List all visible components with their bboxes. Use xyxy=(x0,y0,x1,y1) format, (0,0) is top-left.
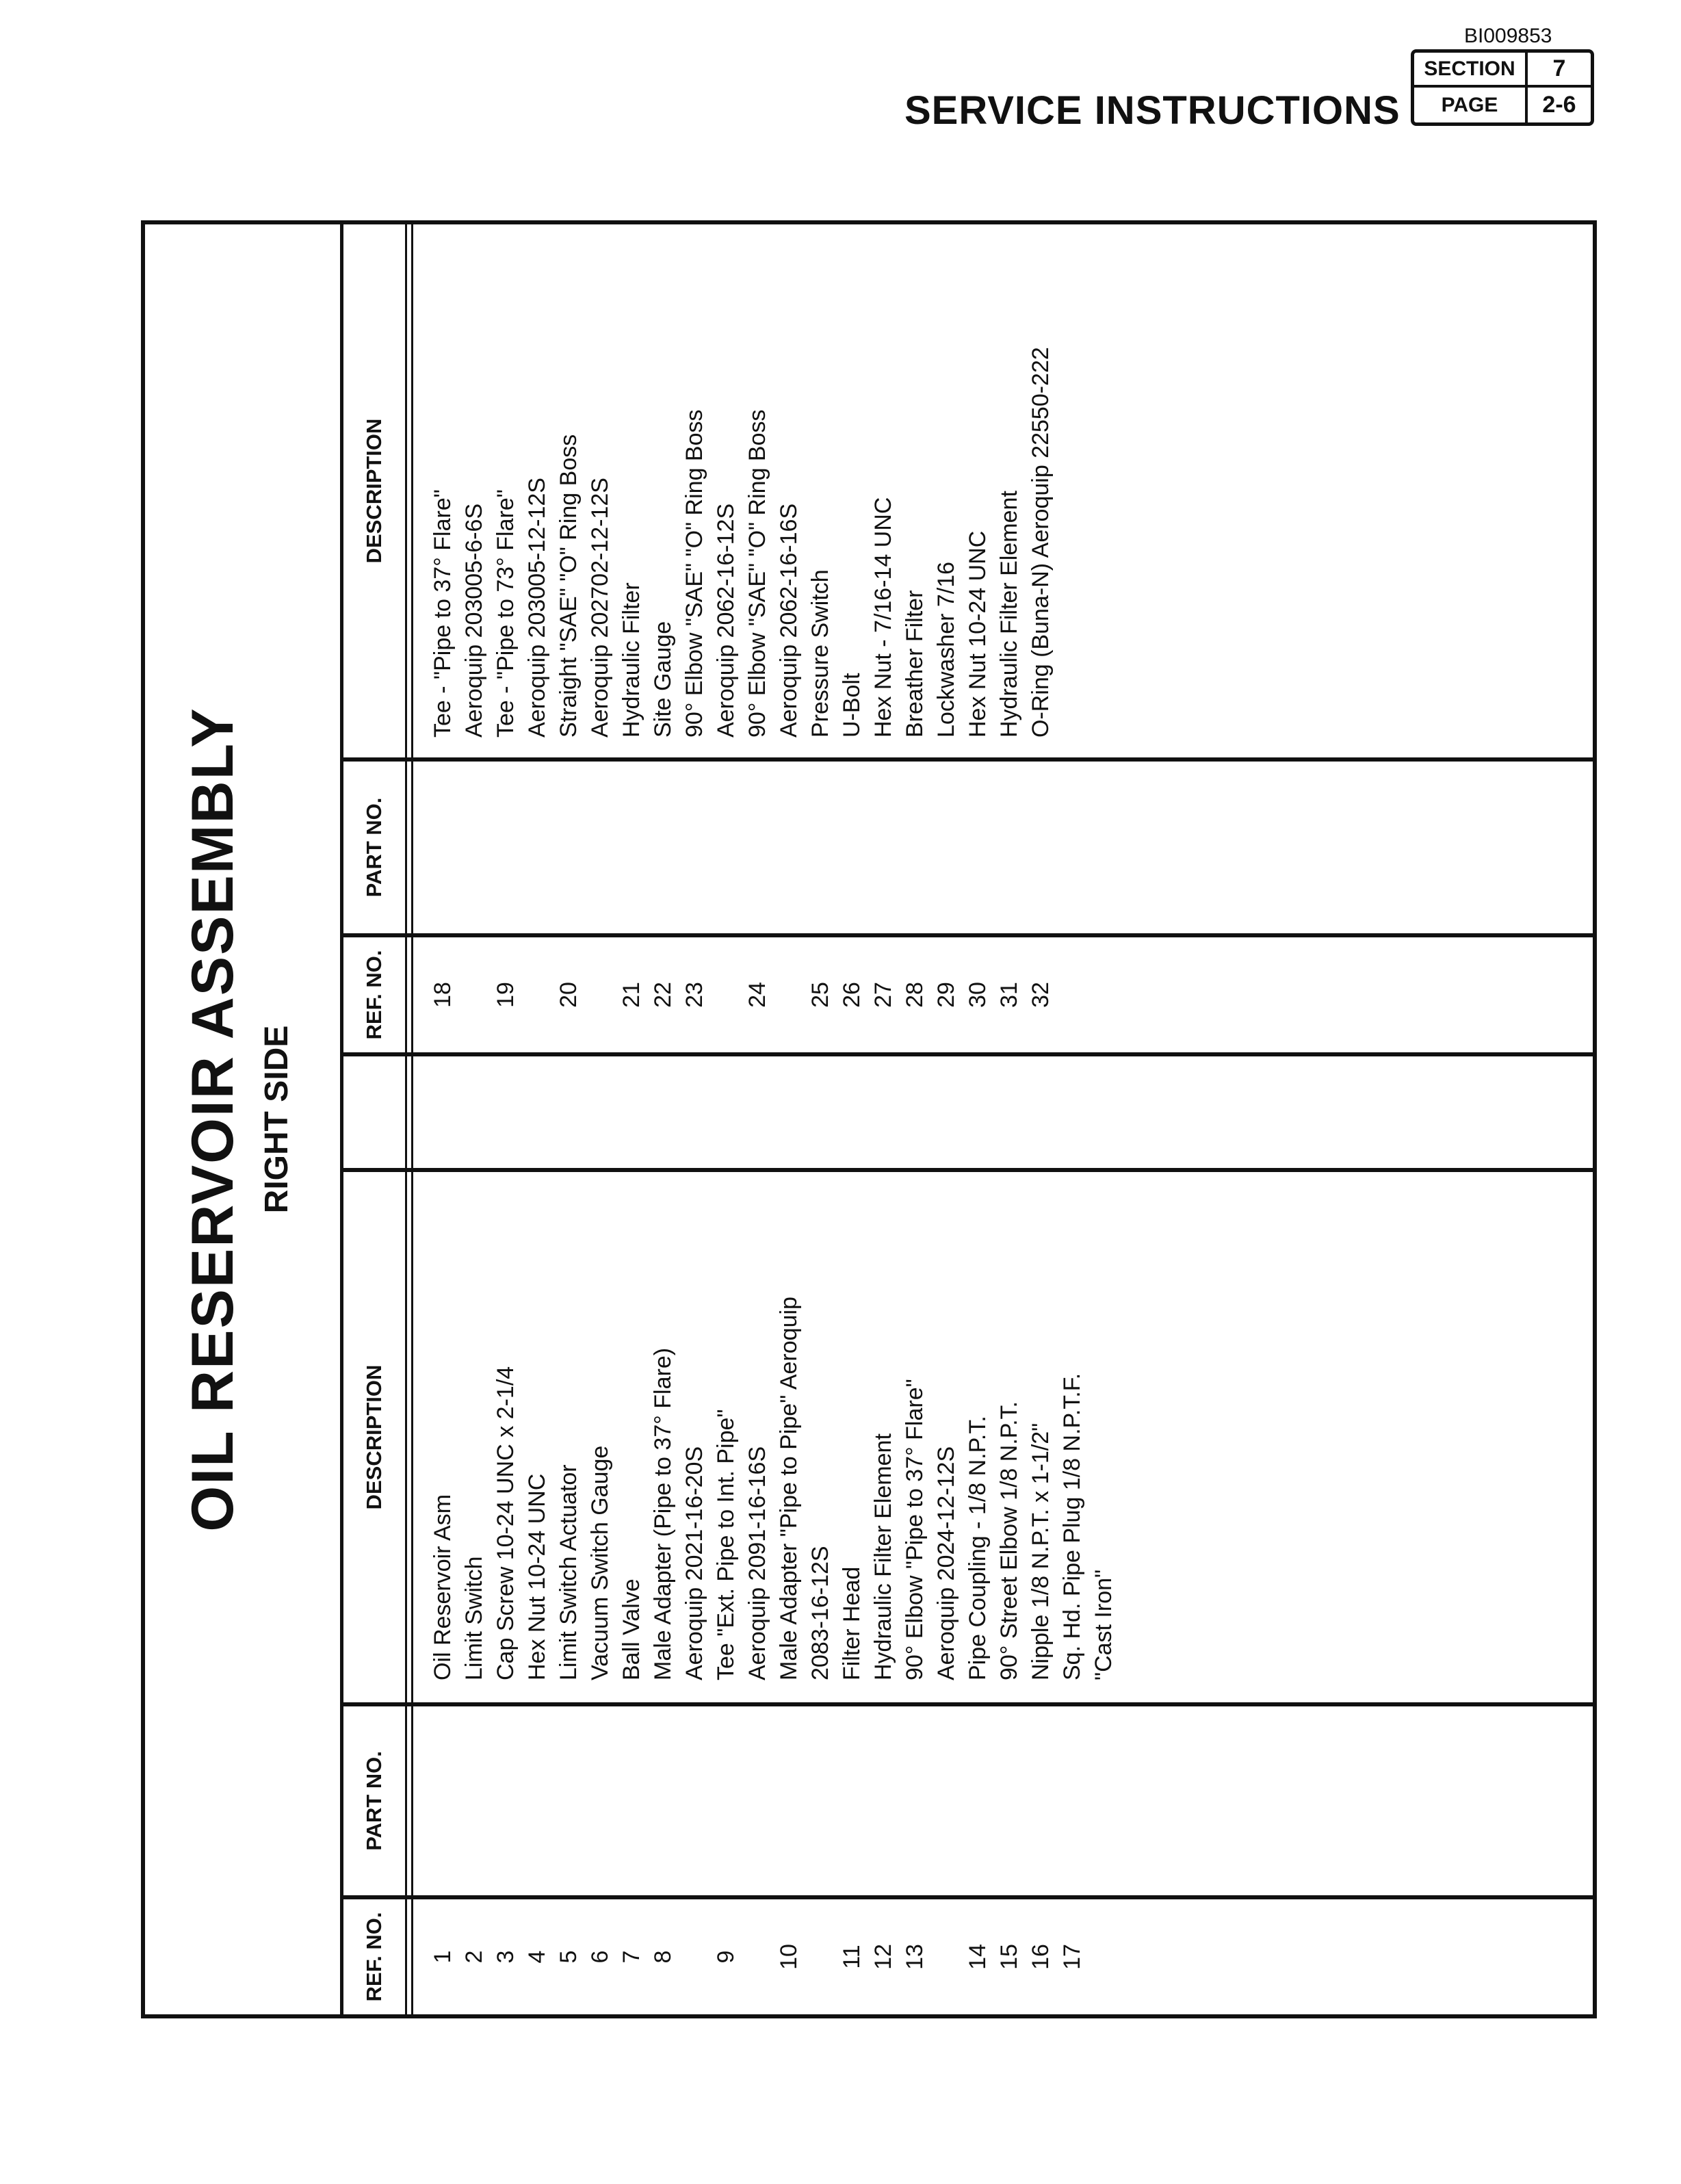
part-description: Aeroquip 203005-12-12S xyxy=(524,478,550,738)
part-description: Lockwasher 7/16 xyxy=(933,561,959,738)
part-description: Breather Filter xyxy=(902,590,928,738)
ref-number: 32 xyxy=(1028,982,1054,1008)
part-description: Limit Switch Actuator xyxy=(556,1464,582,1680)
part-description: Hex Nut 10-24 UNC xyxy=(524,1473,550,1680)
part-description: Hex Nut - 7/16-14 UNC xyxy=(870,497,896,738)
ref-number: 16 xyxy=(1028,1944,1054,1970)
part-description: Tee - "Pipe to 73° Flare" xyxy=(493,489,519,738)
part-description: Tee "Ext. Pipe to Int. Pipe" xyxy=(713,1409,739,1680)
section-value: 7 xyxy=(1552,55,1566,81)
column-divider xyxy=(343,757,1593,762)
ref-number: 14 xyxy=(965,1944,991,1970)
ref-number: 20 xyxy=(556,982,582,1008)
part-description: Tee - "Pipe to 37° Flare" xyxy=(430,489,456,738)
part-description: Aeroquip 202702-12-12S xyxy=(587,478,613,738)
part-description: Limit Switch xyxy=(461,1556,487,1680)
ref-number: 19 xyxy=(493,982,519,1008)
ref-number: 15 xyxy=(996,1944,1022,1970)
right-ref-header: REF. NO. xyxy=(362,950,386,1040)
ref-number: 2 xyxy=(461,1950,487,1964)
ref-number: 27 xyxy=(870,982,896,1008)
part-description: Filter Head xyxy=(839,1566,865,1680)
part-description: Hydraulic Filter Element xyxy=(870,1433,896,1680)
part-description: Aeroquip 2062-16-16S xyxy=(776,503,802,738)
ref-number: 11 xyxy=(839,1945,865,1969)
part-description: U-Bolt xyxy=(839,673,865,738)
page-value: 2-6 xyxy=(1542,92,1576,118)
ref-number: 24 xyxy=(744,982,770,1008)
right-part-header: PART NO. xyxy=(362,797,386,898)
right-desc-header: DESCRIPTION xyxy=(362,418,386,564)
section-row xyxy=(1414,53,1591,88)
part-description: "Cast Iron" xyxy=(1091,1569,1117,1680)
part-description: Aeroquip 2062-16-12S xyxy=(713,503,739,738)
part-description: Hydraulic Filter xyxy=(618,582,644,738)
ref-number: 10 xyxy=(776,1944,802,1970)
header-divider xyxy=(405,224,413,2014)
column-divider xyxy=(343,933,1593,937)
parts-table-frame xyxy=(141,220,1597,2018)
part-description: Male Adapter "Pipe to Pipe" Aeroquip xyxy=(776,1297,802,1680)
ref-number: 4 xyxy=(524,1950,550,1964)
part-description: 90° Elbow "SAE" "O" Ring Boss xyxy=(744,409,770,738)
page-header-title: SERVICE INSTRUCTIONS xyxy=(904,88,1400,133)
ref-number: 1 xyxy=(430,1950,456,1964)
section-page-box xyxy=(1411,49,1594,126)
ref-number: 26 xyxy=(839,982,865,1008)
part-description: 2083-16-12S xyxy=(807,1546,833,1680)
rotated-table xyxy=(145,224,1593,2014)
ref-number: 13 xyxy=(902,1944,928,1970)
page-row xyxy=(1414,88,1591,122)
ref-number: 3 xyxy=(493,1950,519,1964)
part-description: Hydraulic Filter Element xyxy=(996,491,1022,738)
table-title-band xyxy=(145,224,343,2014)
left-desc-header: DESCRIPTION xyxy=(362,1364,386,1510)
ref-number: 9 xyxy=(713,1950,739,1964)
ref-number: 22 xyxy=(650,982,676,1008)
part-description: Ball Valve xyxy=(618,1578,644,1680)
ref-number: 21 xyxy=(618,982,644,1008)
part-description: Cap Screw 10-24 UNC x 2-1/4 xyxy=(493,1366,519,1680)
ref-number: 8 xyxy=(650,1950,676,1964)
part-description: Pipe Coupling - 1/8 N.P.T. xyxy=(965,1416,991,1680)
part-description: 90° Elbow "SAE" "O" Ring Boss xyxy=(681,409,707,738)
part-description: Oil Reservoir Asm xyxy=(430,1494,456,1680)
ref-number: 29 xyxy=(933,982,959,1008)
ref-number: 7 xyxy=(618,1950,644,1964)
part-description: Aeroquip 2091-16-16S xyxy=(744,1446,770,1680)
part-description: 90° Street Elbow 1/8 N.P.T. xyxy=(996,1401,1022,1680)
ref-number: 6 xyxy=(587,1950,613,1964)
ref-number: 5 xyxy=(556,1950,582,1964)
part-description: Hex Nut 10-24 UNC xyxy=(965,530,991,738)
part-description: O-Ring (Buna-N) Aeroquip 22550-222 xyxy=(1028,347,1054,738)
ref-number: 28 xyxy=(902,982,928,1008)
part-description: Aeroquip 203005-6-6S xyxy=(461,503,487,738)
table-subtitle: RIGHT SIDE xyxy=(259,1025,295,1214)
part-description: Male Adapter (Pipe to 37° Flare) xyxy=(650,1347,676,1680)
ref-number: 31 xyxy=(996,982,1022,1008)
ref-number: 25 xyxy=(807,982,833,1008)
document-id: BI009853 xyxy=(1464,25,1552,47)
part-description: Pressure Switch xyxy=(807,569,833,738)
part-description: Aeroquip 2021-16-20S xyxy=(681,1446,707,1680)
ref-number: 12 xyxy=(870,1944,896,1970)
part-description: Site Gauge xyxy=(650,621,676,738)
part-description: Aeroquip 2024-12-12S xyxy=(933,1446,959,1680)
left-part-header: PART NO. xyxy=(362,1751,386,1851)
column-divider xyxy=(343,1052,1593,1056)
part-description: Straight "SAE" "O" Ring Boss xyxy=(556,434,582,738)
page-label: PAGE xyxy=(1414,88,1528,122)
part-description: Nipple 1/8 N.P.T. x 1-1/2" xyxy=(1028,1422,1054,1680)
part-description: Vacuum Switch Gauge xyxy=(587,1445,613,1680)
ref-number: 17 xyxy=(1059,1944,1085,1970)
ref-number: 18 xyxy=(430,982,456,1008)
table-title: OIL RESERVOIR ASSEMBLY xyxy=(180,707,246,1532)
part-description: Sq. Hd. Pipe Plug 1/8 N.P.T.F. xyxy=(1059,1373,1085,1680)
column-divider xyxy=(343,1168,1593,1172)
column-divider xyxy=(343,1702,1593,1706)
ref-number: 30 xyxy=(965,982,991,1008)
left-ref-header: REF. NO. xyxy=(362,1912,386,2002)
part-description: 90° Elbow "Pipe to 37° Flare" xyxy=(902,1379,928,1680)
column-divider xyxy=(343,1895,1593,1899)
ref-number: 23 xyxy=(681,982,707,1008)
section-label: SECTION xyxy=(1414,53,1528,85)
